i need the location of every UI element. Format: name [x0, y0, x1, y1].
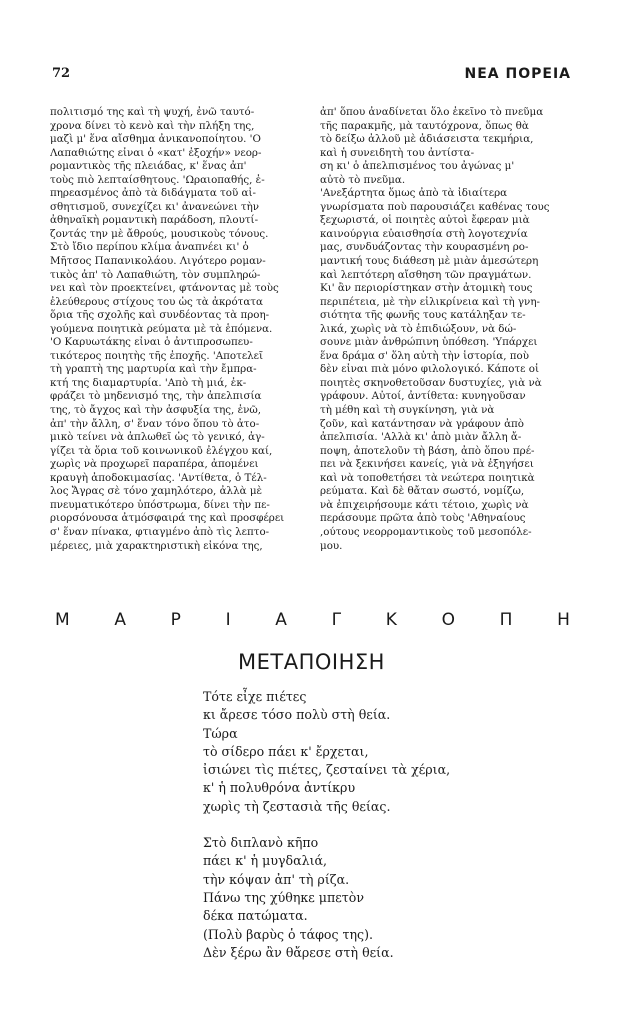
text-line: πνευματικότερο ὑπόστρωμα, δίνει τὴν πε- — [50, 498, 270, 511]
text-line: μας, συνδυάζοντας τὴν κουρασμένη ρο- — [320, 241, 529, 254]
text-line: δὲν εἶναι πιὰ μόνο φιλολογικό. Κάποτε οἱ — [320, 363, 540, 376]
text-line: ζοῦν, καὶ κατάντησαν νὰ γράφουν ἀπὸ — [320, 417, 524, 430]
text-line: τοὺς πιὸ λεπταίσθητους. 'Ωραιοπαθής, ἐ- — [50, 173, 265, 186]
text-line: καὶ ἡ συνειδητὴ του ἀντίστα- — [320, 146, 475, 159]
poem-line: τὴν κόψαν ἀπ' τὴ ρίζα. — [203, 871, 350, 887]
page-header — [52, 66, 571, 86]
text-line: πηρεασμένος ἀπὸ τὰ διδάγματα τοῦ αἰ- — [50, 187, 256, 200]
text-line: ,ούτους νεορρομαντικοὺς τοῦ μεσοπόλε- — [320, 525, 532, 538]
author-letter: Ι — [225, 610, 231, 630]
text-line: τῆς παρακμῆς, μὰ ταυτόχρονα, ὅπως θὰ — [320, 119, 529, 132]
text-line: μέρειες, μιὰ χαρακτηριστικὴ εἰκόνα της, — [50, 539, 263, 552]
text-line: ὅρια τῆς σχολῆς καὶ συνδέοντας τὰ προη- — [50, 309, 270, 322]
text-line: κτή της διαμαρτυρία. 'Απὸ τὴ μιά, ἐκ- — [50, 376, 247, 389]
text-line: ἀθηναϊκὴ ρομαντικὴ παράδοση, πλουτί- — [50, 214, 259, 227]
right-column — [320, 106, 573, 553]
text-line: πολιτισμό της καὶ τὴ ψυχή, ἐνῶ ταυτό- — [50, 106, 255, 118]
text-line: φράζει τὸ μηδενισμό της, τὴν ἀπελπισία — [50, 390, 262, 403]
text-line: πει νὰ ξεκινήσει κανείς, γιὰ νὰ ἐξηγήσει — [320, 458, 534, 471]
author-letter: Γ — [331, 610, 342, 630]
text-line: 'Ο Καρυωτάκης εἶναι ὁ ἀντιπροσωπευ- — [50, 336, 253, 349]
text-line: περάσουμε πρῶτα ἀπὸ τοὺς 'Αθηναίους — [320, 512, 526, 525]
text-line: χρονα δίνει τὸ κενὸ καὶ τὴν πλήξη της, — [50, 119, 255, 132]
text-line: γνωρίσματα ποὺ παρουσιάζει καθένας τους — [320, 200, 550, 213]
text-line: ποιητὲς σκηνοθετοῦσαν δυστυχίες, γιὰ νὰ — [320, 376, 542, 389]
text-line: χωρὶς νὰ προχωρεῖ παραπέρα, ἀπομένει — [50, 458, 259, 471]
text-line: Στὸ ἴδιο περίπου κλίμα ἀναπνέει κι' ὁ — [50, 241, 249, 254]
text-line: καὶ λεπτότερη αἴσθηση τῶν πραγμάτων. — [320, 268, 532, 281]
poem — [203, 688, 450, 980]
text-line: τὸ δείξω ἀλλοῦ μὲ ἀδιάσειστα τεκμήρια, — [320, 133, 534, 146]
text-line: ἐλεύθερους στίχους του ὡς τὰ ἀκρότατα — [50, 295, 263, 308]
poem-stanza — [203, 688, 450, 816]
text-line: ἀπ' ὅπου ἀναδίνεται ὅλο ἐκεῖνο τὸ πνεῦμα — [320, 106, 544, 118]
text-line: τὴ μέθη καὶ τὴ συγκίνηση, γιὰ νὰ — [320, 404, 495, 417]
poem-line: Πάνω της χύθηκε μπετὸν — [203, 889, 364, 905]
text-line: ρομαντικὸς τῆς πλειάδας, κ' ἕνας ἀπ' — [50, 160, 247, 173]
author-letter: Α — [275, 610, 287, 630]
poem-line: τὸ σίδερο πάει κ' ἔρχεται, — [203, 743, 369, 759]
poem-author — [55, 610, 570, 636]
text-line: λος Ἄγρας σὲ τόνο χαμηλότερο, ἀλλὰ μὲ — [50, 485, 263, 498]
author-letter: Ο — [441, 610, 455, 630]
text-line: γίζει τὰ ὅρια τοῦ κοινωνικοῦ ἐλέγχου καί, — [50, 444, 273, 457]
poem-line: (Πολὺ βαρὺς ὁ τάφος της). — [203, 926, 374, 942]
poem-line: κ' ἡ πολυθρόνα ἀντίκρυ — [203, 780, 356, 796]
poem-line: ἰσιώνει τὶς πιέτες, ζεσταίνει τὰ χέρια, — [203, 762, 451, 778]
text-line: ἀπελπισία. 'Αλλὰ κι' ἀπὸ μιὰν ἄλλη ἄ- — [320, 431, 522, 444]
text-line: νει καὶ τὸν προεκτείνει, φτάνοντας μὲ τοὺς — [50, 282, 279, 295]
text-line: ση κι' ὁ ἀπελπισμένος του ἀγώνας μ' — [320, 160, 515, 173]
author-letter: Α — [114, 610, 126, 630]
text-line: περιπέτεια, μὲ τὴν εἰλικρίνεια καὶ τὴ γνη- — [320, 295, 540, 308]
text-line: ριορσόνουσα ἀτμόσφαιρά της καὶ προσφέρει — [50, 512, 285, 525]
poem-line: Δὲν ξέρω ἂν θἄρεσε στὴ θεία. — [203, 944, 394, 960]
poem-line: πάει κ' ἡ μυγδαλιά, — [203, 853, 328, 869]
author-letter: Ρ — [170, 610, 181, 630]
text-line: σθητισμοῦ, συνεχίζει κι' ἀνανεώνει τὴν — [50, 200, 260, 213]
text-line: Κι' ἂν περιορίστηκαν στὴν ἀτομικὴ τους — [320, 282, 533, 295]
text-line: αὐτὸ τὸ πνεῦμα. — [320, 173, 406, 186]
text-line: καὶ νὰ τοποθετήσει τὰ νεώτερα ποιητικὰ — [320, 471, 535, 484]
text-line: σουνε μιὰν ἀνθρώπινη ὑπόθεση. 'Υπάρχει — [320, 336, 538, 349]
text-line: γούμενα ποιητικὰ ρεύματα μὲ τὰ ἑπόμενα. — [50, 322, 273, 335]
text-line: κραυγὴ ἀποδοκιμασίας. 'Αντίθετα, ὁ Τέλ- — [50, 471, 267, 484]
text-line: ἀπ' τὴν ἄλλη, σ' ἕναν τόνο ὅπου τὸ ἀτο- — [50, 417, 260, 430]
poem-title: ΜΕΤΑΠΟΙΗΣΗ — [238, 650, 385, 674]
left-column — [50, 106, 303, 553]
text-line: λικά, χωρὶς νὰ τὸ ἐπιδιώξουν, νὰ δώ- — [320, 322, 517, 335]
text-line: σ' ἕναν πίνακα, φτιαγμένο ἀπὸ τὶς λεπτο- — [50, 525, 270, 538]
text-line: μαζὶ μ' ἕνα αἴσθημα ἀνικανοποίητου. 'Ο — [50, 133, 261, 146]
journal-title: ΝΕΑ ΠΟΡΕΙΑ — [464, 66, 571, 82]
text-line: σιότητα τῆς φωνῆς τους κατάληξαν τε- — [320, 309, 526, 322]
poem-stanza — [203, 834, 450, 962]
poem-line: Τώρα — [203, 725, 238, 741]
text-line: μικὸ τείνει νὰ ἀπλωθεῖ ὡς τὸ γενικό, ἀγ- — [50, 431, 265, 444]
text-line: γράφουν. Αὐτοί, ἀντίθετα: κυνηγοῦσαν — [320, 390, 526, 403]
author-letter: Κ — [385, 610, 397, 630]
poem-line: κι ἄρεσε τόσο πολὺ στὴ θεία. — [203, 707, 391, 723]
poem-line: χωρὶς τὴ ζεστασιὰ τῆς θείας. — [203, 798, 391, 814]
author-letter: Μ — [55, 610, 70, 630]
text-line: μου. — [320, 539, 343, 552]
text-line: Μῆτσος Παπανικολάου. Λιγότερο ρομαν- — [50, 255, 266, 268]
poem-line: Στὸ διπλανὸ κῆπο — [203, 835, 319, 851]
text-line: μαντική τους διάθεση μὲ μιὰν ἀμεσώτερη — [320, 255, 539, 268]
text-line: ζοντάς την μὲ ἄθρούς, μουσικοὺς τόνους. — [50, 227, 269, 240]
text-line: Λαπαθιώτης εἶναι ὁ «κατ' ἐξοχήν» νεορ- — [50, 146, 262, 159]
poem-line: δέκα πατώματα. — [203, 908, 308, 924]
text-line: καινούργια εὐαισθησία στὴ λογοτεχνία — [320, 227, 528, 240]
page-number: 72 — [52, 66, 71, 81]
text-line: τὴ γραπτὴ της μαρτυρία καὶ τὴν ἔμπρα- — [50, 363, 257, 376]
author-letter: Π — [499, 610, 513, 630]
text-line: ρεύματα. Καὶ δὲ θἄταν σωστό, νομίζω, — [320, 485, 525, 498]
author-letter: Η — [557, 610, 570, 630]
text-line: ποψη, ἀποτελοῦν τὴ βάση, ἀπὸ ὅπου πρέ- — [320, 444, 535, 457]
poem-line: Τότε εἶχε πιέτες — [203, 689, 307, 704]
text-line: της, τὸ ἄγχος καὶ τὴν ἀσφυξία της, ἐνῶ, — [50, 404, 262, 417]
text-line: ξεχωριστά, οἱ ποιητὲς αὐτοὶ ἔφεραν μιὰ — [320, 214, 530, 227]
text-line: 'Ανεξάρτητα ὅμως ἀπὸ τὰ ἰδιαίτερα — [320, 187, 508, 200]
text-line: τικότερος ποιητὴς τῆς ἐποχῆς. 'Αποτελεῖ — [50, 349, 264, 362]
text-line: νὰ ἐπιχειρήσουμε κάτι τέτοιο, χωρὶς νὰ — [320, 498, 529, 511]
text-line: ἕνα δράμα σ' ὅλη αὐτὴ τὴν ἱστορία, ποὺ — [320, 349, 529, 362]
text-line: τικὸς ἀπ' τὸ Λαπαθιώτη, τὸν συμπληρώ- — [50, 268, 261, 281]
